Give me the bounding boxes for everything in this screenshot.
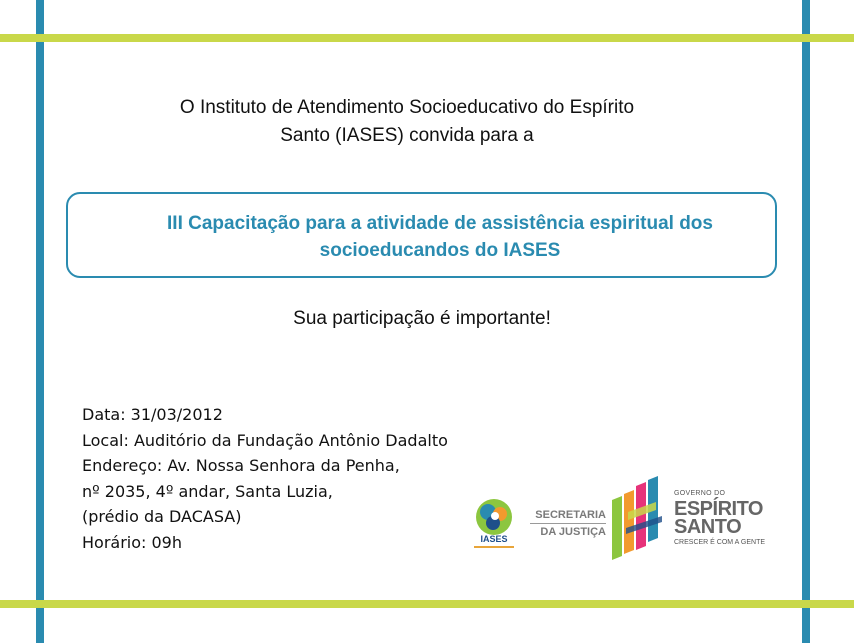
- iases-logo-icon: [475, 498, 513, 536]
- governo-es-logo: [606, 476, 768, 564]
- event-address-line-3: (prédio da DACASA): [82, 507, 242, 526]
- secretaria-line-2: DA JUSTIÇA: [540, 526, 606, 538]
- iases-logo-underline: [474, 546, 514, 548]
- secretaria-line-1: SECRETARIA: [535, 509, 606, 521]
- event-date: Data: 31/03/2012: [82, 405, 223, 424]
- iases-logo-text: IASES: [480, 534, 508, 544]
- intro-text: [100, 94, 714, 150]
- event-address-line-1: Endereço: Av. Nossa Senhora da Penha,: [82, 456, 400, 475]
- bottom-border-line: [0, 600, 854, 608]
- intro-line-1: O Instituto de Atendimento Socioeducativo do Espírito: [179, 97, 635, 118]
- governo-slogan: CRESCER É COM A GENTE: [674, 539, 766, 546]
- event-title-line-2: socioeducandos do IASES: [319, 240, 561, 261]
- event-details: [82, 402, 448, 555]
- secretaria-divider: [530, 523, 606, 524]
- event-time: Horário: 09h: [82, 532, 182, 552]
- intro-line-2: Santo (IASES) convida para a: [280, 125, 534, 146]
- iases-logo: [470, 498, 518, 554]
- left-border-line: [36, 0, 44, 643]
- event-title-line-1: III Capacitação para a atividade de assistência espiritual dos: [167, 213, 713, 234]
- secretaria-justica-logo: [520, 508, 606, 539]
- right-border-line: [802, 0, 810, 643]
- governo-es-emblem-icon: [606, 476, 672, 564]
- event-location: Local: Auditório da Fundação Antônio Dadalto: [82, 430, 448, 450]
- governo-big-text-1: ESPÍRITO: [674, 498, 763, 520]
- top-border-line: [0, 34, 854, 42]
- tagline: Sua participação é importante!: [293, 308, 551, 329]
- event-address-line-2: nº 2035, 4º andar, Santa Luzia,: [82, 481, 333, 501]
- governo-small-text: GOVERNO DO: [674, 490, 726, 497]
- governo-big-text-2: SANTO: [674, 516, 742, 538]
- event-title: [110, 210, 770, 264]
